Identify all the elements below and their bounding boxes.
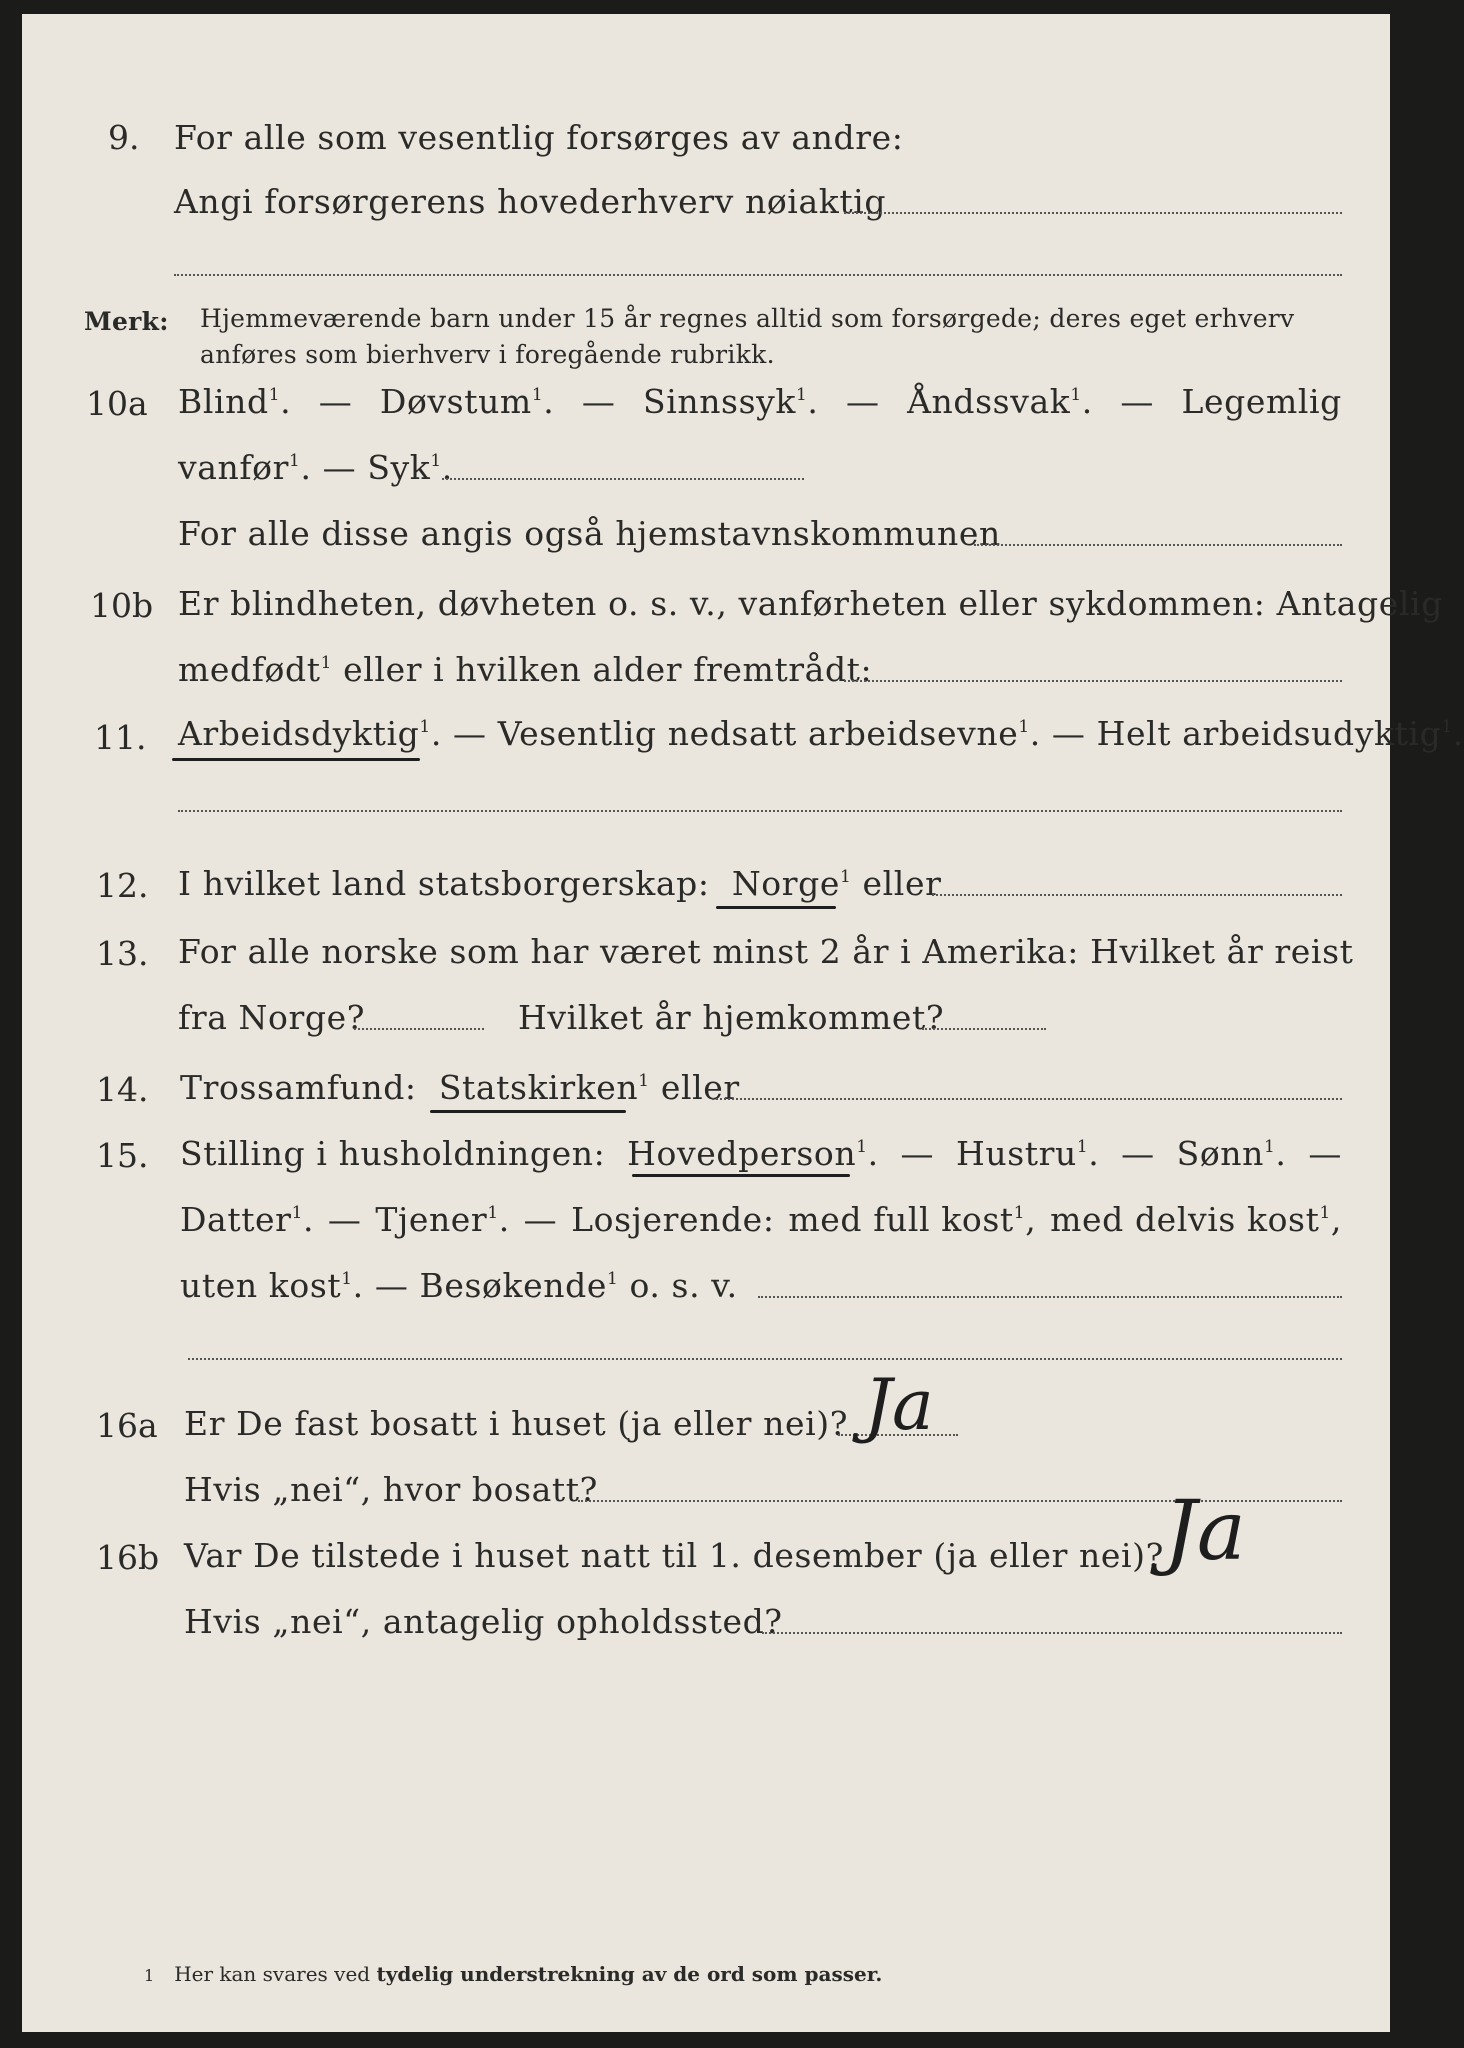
option-udyktig: Helt arbeidsudyktig$^1$. xyxy=(1096,714,1464,753)
q11-options: Arbeidsdyktig$^1$. — Vesentlig nedsatt arbeidsevne$^1$. — Helt arbeidsudyktig$^1$. xyxy=(178,714,1464,753)
option-uten-kost: uten kost$^1$. xyxy=(180,1266,364,1305)
option-full-kost: med full kost$^1$, xyxy=(788,1200,1037,1239)
q13-year-left-field[interactable] xyxy=(354,1028,484,1030)
merk-line1: Hjemmeværende barn under 15 år regnes alltid som forsørgede; deres eget erhverv xyxy=(200,304,1295,333)
q14-answer-field[interactable] xyxy=(712,1098,1342,1100)
q13-hjem: Hvilket år hjemkommet? xyxy=(518,998,945,1037)
q16a-line2: Hvis „nei“, hvor bosatt? xyxy=(184,1470,598,1509)
q12-answer-field[interactable] xyxy=(932,894,1342,896)
option-delvis-kost: med delvis kost$^1$, xyxy=(1050,1200,1342,1239)
footnote: 1 Her kan svares ved tydelig understrekning av de ord som passer. xyxy=(144,1962,883,1986)
option-vanfor: vanfør$^1$. xyxy=(178,448,312,487)
underline-norge xyxy=(716,906,836,909)
q13-year-returned-field[interactable] xyxy=(922,1028,1046,1030)
q16a-handwritten-answer: Ja xyxy=(864,1364,934,1446)
q13-line1: For alle norske som har været minst 2 år i Amerika: Hvilket år reist xyxy=(178,932,1354,971)
q10a-answer-field-1[interactable] xyxy=(442,478,804,480)
q9-number: 9. xyxy=(108,118,140,157)
q11-number: 11. xyxy=(94,718,147,757)
q16a-line1: Er De fast bosatt i huset (ja eller nei)? xyxy=(184,1404,848,1443)
q11-answer-field[interactable] xyxy=(178,810,1342,812)
option-legemlig: Legemlig xyxy=(1181,382,1342,421)
q9-line1: For alle som vesentlig forsørges av andre: xyxy=(174,118,904,157)
option-tjener: Tjener$^1$. xyxy=(375,1200,510,1239)
option-blind: Blind$^1$. xyxy=(178,382,292,421)
q13-fra: fra Norge? xyxy=(178,998,366,1037)
q16a-number: 16a xyxy=(96,1406,158,1445)
q14-number: 14. xyxy=(96,1070,149,1109)
underline-hovedperson xyxy=(632,1174,850,1177)
q10a-line3: For alle disse angis også hjemstavnskommunen xyxy=(178,514,1001,553)
q16b-line1: Var De tilstede i huset natt til 1. desember (ja eller nei)? xyxy=(184,1536,1164,1575)
q16b-line2: Hvis „nei“, antagelig opholdssted? xyxy=(184,1602,783,1641)
option-arbeidsdyktig: Arbeidsdyktig$^1$. xyxy=(178,714,442,753)
q15-number: 15. xyxy=(96,1136,149,1175)
q10a-number: 10a xyxy=(86,384,148,423)
option-datter: Datter$^1$. xyxy=(180,1200,315,1239)
merk-line2: anføres som bierhverv i foregående rubrikk. xyxy=(200,340,775,369)
q10a-answer-field-2[interactable] xyxy=(974,544,1342,546)
underline-arbeidsdyktig xyxy=(172,758,420,761)
option-besokende: Besøkende$^1$ xyxy=(419,1266,619,1305)
q10a-line2: vanfør$^1$. — Syk$^1$. xyxy=(178,448,453,487)
option-dovstum: Døvstum$^1$. xyxy=(379,382,555,421)
q15-line1: Stilling i husholdningen: Hovedperson$^1$. — Hustru$^1$. — Sønn$^1$. — xyxy=(180,1134,1342,1173)
q10b-line1: Er blindheten, døvheten o. s. v., vanførheten eller sykdommen: Antagelig xyxy=(178,584,1443,623)
option-statskirken: Statskirken$^1$ xyxy=(438,1068,650,1107)
q16b-number: 16b xyxy=(96,1538,160,1577)
q14-line: Trossamfund: Statskirken$^1$ eller xyxy=(180,1068,740,1107)
q16b-handwritten-answer: Ja xyxy=(1164,1484,1246,1579)
option-sinnssyk: Sinnssyk$^1$. xyxy=(642,382,819,421)
option-hustru: Hustru$^1$. xyxy=(955,1134,1100,1173)
option-nedsatt: Vesentlig nedsatt arbeidsevne$^1$. xyxy=(497,714,1041,753)
q15-line2: Datter$^1$. — Tjener$^1$. — Losjerende: med full kost$^1$, med delvis kost$^1$, xyxy=(180,1200,1342,1239)
q9-answer-field-1[interactable] xyxy=(844,212,1342,214)
q10a-options: Blind$^1$. — Døvstum$^1$. — Sinnssyk$^1$. — Åndssvak$^1$. — Legemlig xyxy=(178,382,1342,421)
option-medfodt: medfødt$^1$ xyxy=(178,650,333,689)
q9-line2: Angi forsørgerens hovederhverv nøiaktig xyxy=(174,182,887,221)
option-andssvak: Åndssvak$^1$. xyxy=(907,382,1093,421)
q9-answer-field-2[interactable] xyxy=(174,274,1342,276)
q12-line: I hvilket land statsborgerskap: Norge$^1$ eller xyxy=(178,864,942,903)
q13-number: 13. xyxy=(96,934,149,973)
option-norge: Norge$^1$ xyxy=(731,864,852,903)
option-sonn: Sønn$^1$. xyxy=(1176,1134,1287,1173)
census-form-page xyxy=(22,14,1464,2032)
q12-number: 12. xyxy=(96,866,149,905)
q10b-line2: medfødt$^1$ eller i hvilken alder fremtrådt: xyxy=(178,650,873,689)
q15-answer-field-1[interactable] xyxy=(758,1296,1342,1298)
q15-answer-field-2[interactable] xyxy=(188,1358,1342,1360)
q16b-where-field[interactable] xyxy=(762,1632,1342,1634)
q10b-number: 10b xyxy=(90,586,154,625)
q15-line3: uten kost$^1$. — Besøkende$^1$ o. s. v. xyxy=(180,1266,738,1305)
q10b-answer-field[interactable] xyxy=(844,680,1342,682)
option-hovedperson: Hovedperson$^1$. xyxy=(627,1134,879,1173)
underline-statskirken xyxy=(430,1110,626,1113)
merk-label: Merk: xyxy=(84,307,169,336)
option-syk: Syk$^1$. xyxy=(367,448,453,487)
